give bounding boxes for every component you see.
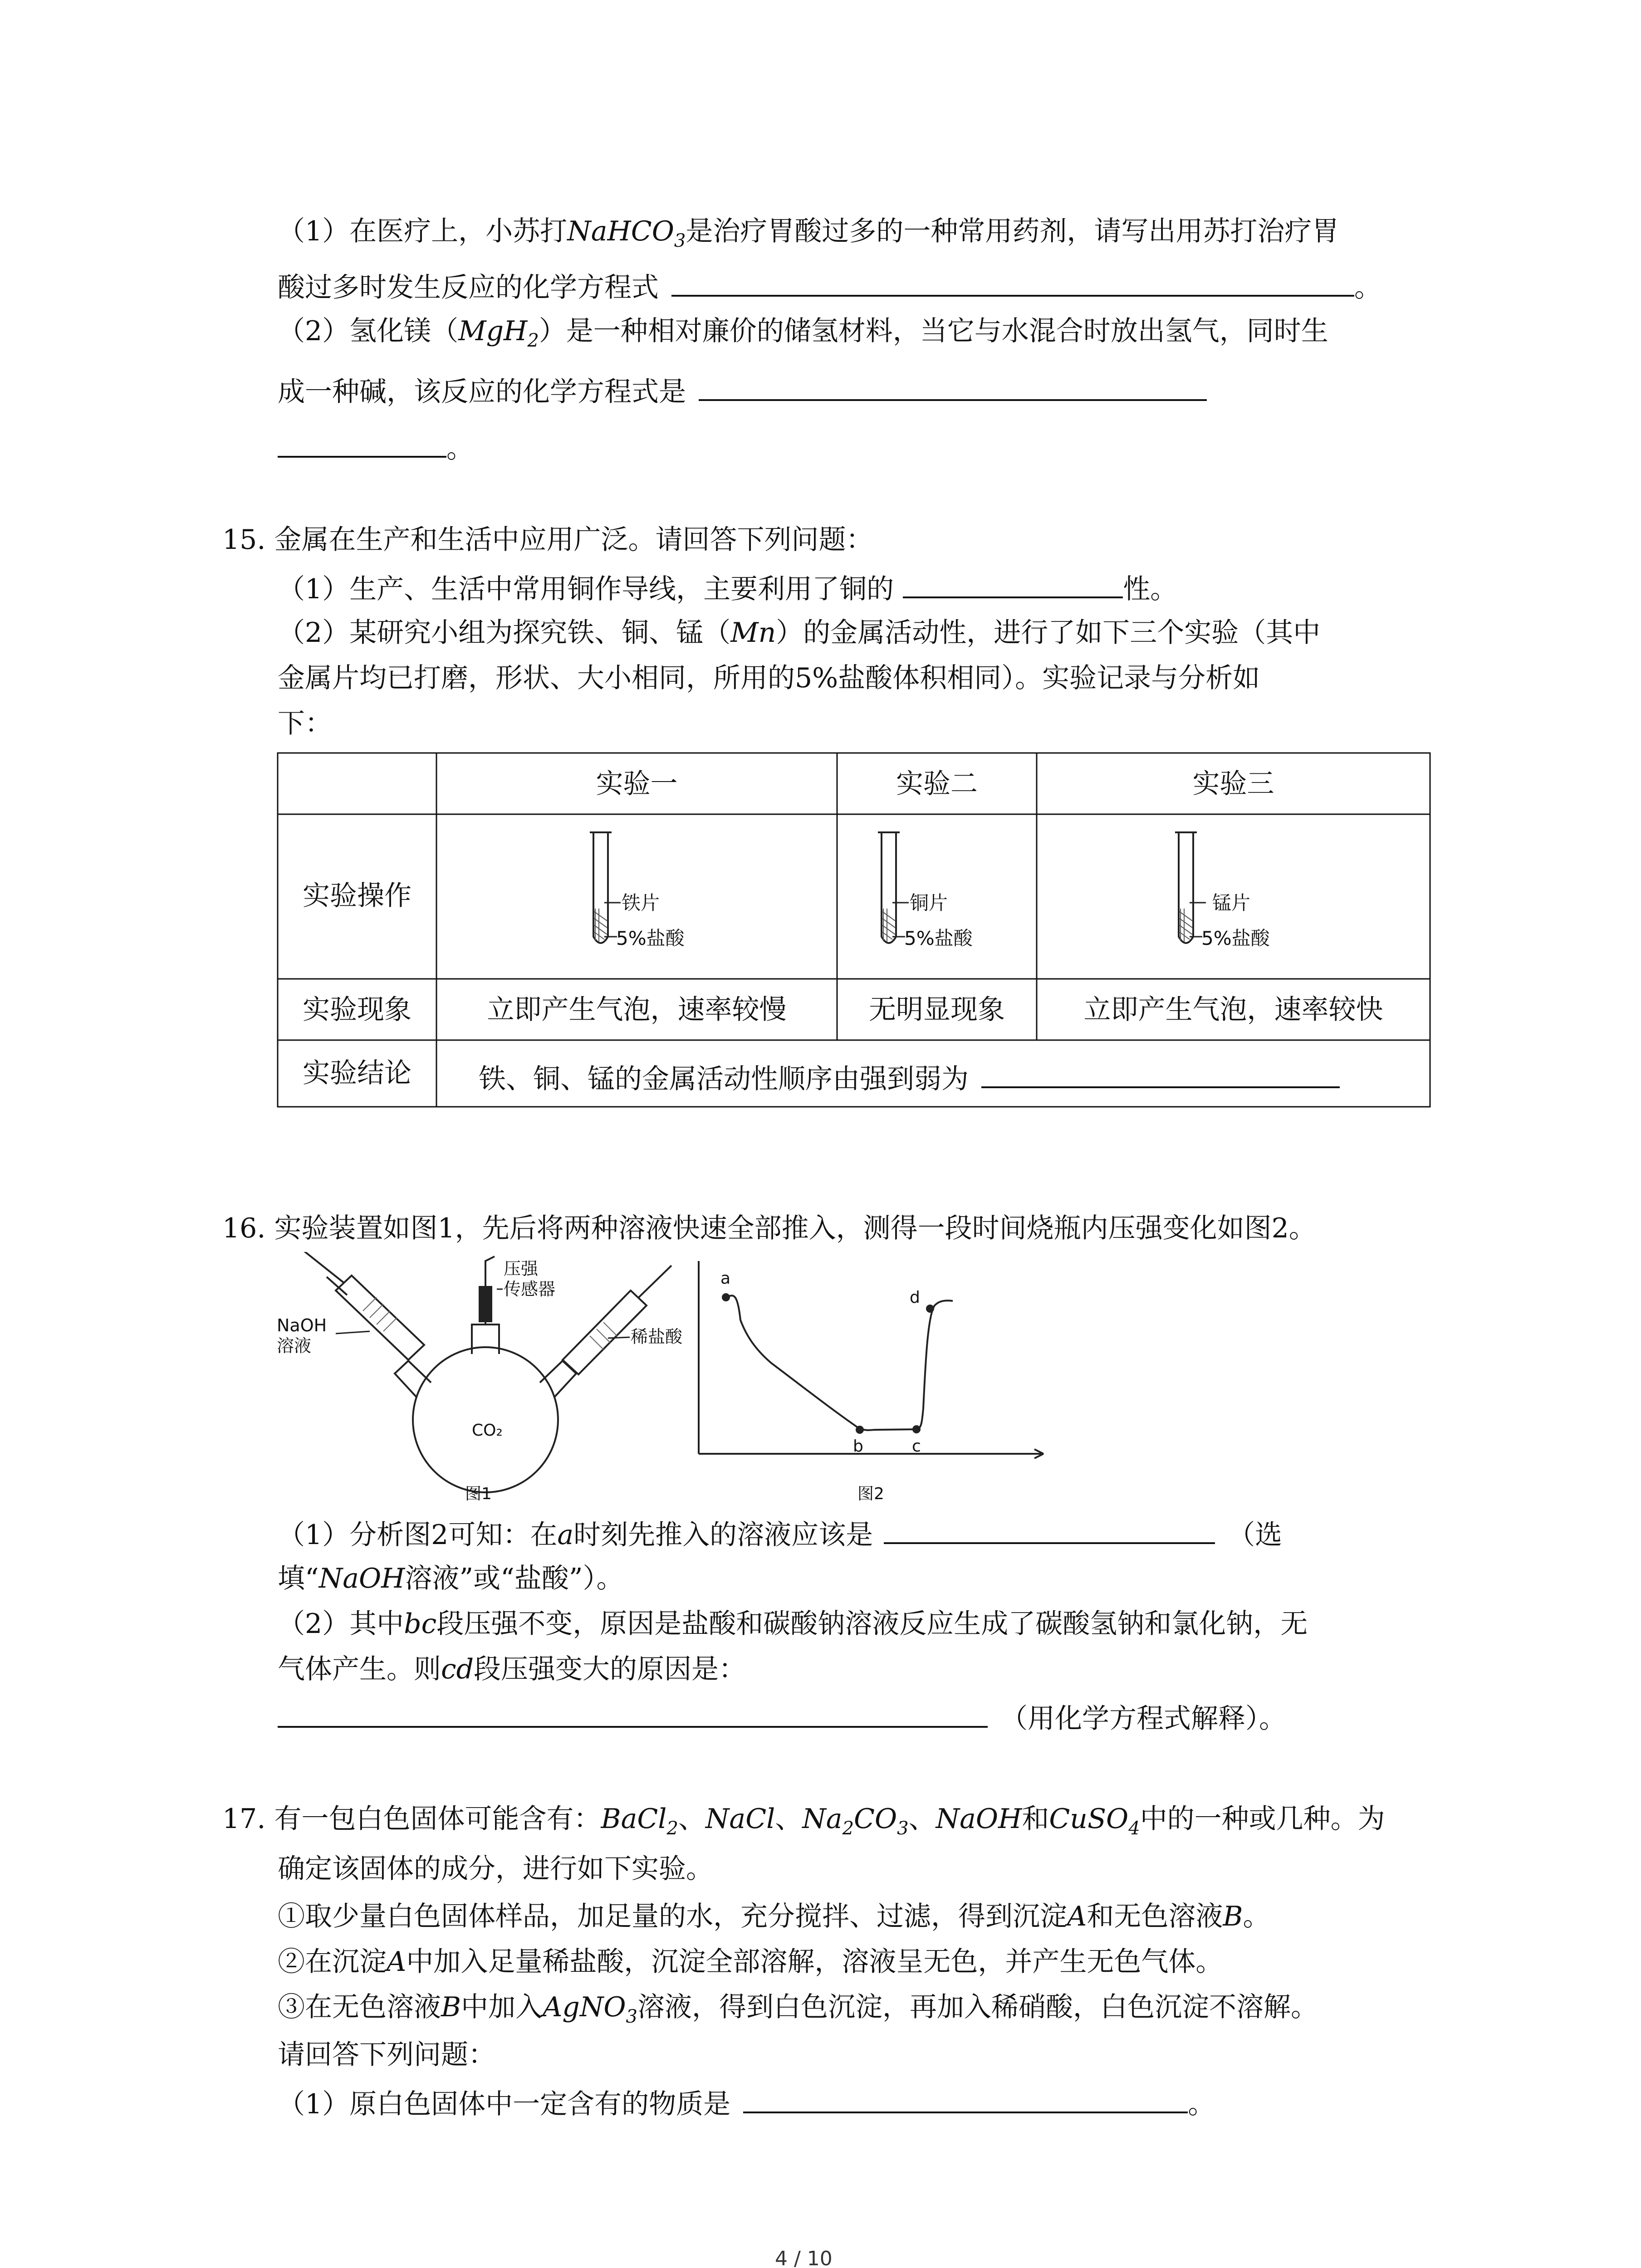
q15-part1: （1）生产、生活中常用铜作导线，主要利用了铜的 性。 xyxy=(278,569,1177,607)
label-co2: CO₂ xyxy=(472,1421,503,1440)
q14-part1-line2: 酸过多时发生反应的化学方程式 。 xyxy=(278,268,1381,306)
label-c: c xyxy=(912,1437,921,1456)
figure-1-apparatus xyxy=(272,1252,726,1515)
point-c xyxy=(912,1425,921,1433)
formula-nahco3: NaHCO$_3$ xyxy=(567,215,686,251)
label-iron: 铁片 xyxy=(622,892,660,914)
q17-stem-line1: 17. 有一包白色固体可能含有：BaCl$_2$、NaCl、$Na_2CO_3$、NaOH和CuSO$_4$中的一种或几种。为 xyxy=(222,1803,1385,1839)
label-d: d xyxy=(910,1288,920,1307)
q15-stem: 15. 金属在生产和生活中应用广泛。请回答下列问题： xyxy=(222,524,873,556)
q16-part2-line3: （用化学方程式解释）。 xyxy=(278,1699,1286,1737)
conclusion-text: 铁、铜、锰的金属活动性顺序由强到弱为 xyxy=(479,1059,1340,1097)
figure-2-pressure-graph xyxy=(681,1252,1066,1515)
page-number: 4 / 10 xyxy=(775,2247,833,2268)
table-col-header-2: 实验二 xyxy=(896,768,978,800)
point-a xyxy=(722,1293,730,1301)
label-a: a xyxy=(720,1269,731,1288)
figure-2-caption: 图2 xyxy=(857,1485,884,1503)
answer-blank-q15-conclusion[interactable] xyxy=(981,1059,1340,1088)
label-sensor: 传感器 xyxy=(504,1279,556,1299)
table-row-header-operation: 实验操作 xyxy=(303,880,411,912)
q17-part1: （1）原白色固体中一定含有的物质是 。 xyxy=(278,2084,1215,2122)
test-tube-iron xyxy=(585,828,735,968)
label-pressure: 压强 xyxy=(504,1259,539,1279)
table-col-header-3: 实验三 xyxy=(1192,768,1274,800)
q15-part2-line1: （2）某研究小组为探究铁、铜、锰（Mn）的金属活动性，进行了如下三个实验（其中 xyxy=(278,617,1321,649)
q15-part2-line2: 金属片均已打磨，形状、大小相同，所用的5%盐酸体积相同）。实验记录与分析如 xyxy=(278,662,1260,694)
q17-step3: ③在无色溶液B中加入AgNO$_3$溶液，得到白色沉淀，再加入稀硝酸，白色沉淀不溶解。 xyxy=(278,1991,1318,2027)
label-acid-3: 5%盐酸 xyxy=(1201,927,1270,949)
table-row-header-phenomenon: 实验现象 xyxy=(303,994,411,1026)
q14-part2-line1: （2）氢化镁（MgH$_2$）是一种相对廉价的储氢材料，当它与水混合时放出氢气，同时生 xyxy=(278,315,1328,351)
figure-1-caption: 图1 xyxy=(465,1485,492,1503)
label-dilute-hcl: 稀盐酸 xyxy=(631,1327,683,1347)
label-acid-1: 5%盐酸 xyxy=(616,927,685,949)
point-d xyxy=(926,1305,934,1313)
label-naoh: NaOH xyxy=(277,1315,327,1335)
label-solution: 溶液 xyxy=(277,1336,312,1356)
formula-na2co3: $Na_2CO_3$ xyxy=(802,1803,909,1839)
test-tube-manganese xyxy=(1171,828,1320,968)
q14-part2-line2: 成一种碱，该反应的化学方程式是 xyxy=(278,372,1207,410)
phenomenon-2: 无明显现象 xyxy=(869,994,1005,1026)
q16-part1-line2: 填“NaOH溶液”或“盐酸”）。 xyxy=(278,1563,624,1594)
q14-part2-line3: 。 xyxy=(278,429,474,467)
q14-part1-line1: （1）在医疗上，小苏打NaHCO$_3$是治疗胃酸过多的一种常用药剂，请写出用苏打治疗胃 xyxy=(278,215,1339,251)
test-tube-copper xyxy=(873,828,1023,968)
q17-stem-line2: 确定该固体的成分，进行如下实验。 xyxy=(278,1853,713,1885)
table-col-header-1: 实验一 xyxy=(596,768,678,800)
formula-naoh: NaOH xyxy=(936,1803,1022,1835)
answer-blank-q16-1[interactable] xyxy=(884,1515,1215,1544)
formula-cuso4: CuSO$_4$ xyxy=(1049,1803,1140,1839)
symbol-mn: Mn xyxy=(730,617,776,649)
pressure-curve xyxy=(726,1295,953,1430)
q17-step2: ②在沉淀A中加入足量稀盐酸，沉淀全部溶解，溶液呈无色，并产生无色气体。 xyxy=(278,1946,1223,1978)
pressure-sensor xyxy=(479,1286,492,1322)
q16-part1-line1: （1）分析图2可知：在a时刻先推入的溶液应该是 （选 xyxy=(278,1515,1282,1553)
answer-blank-q17-1[interactable] xyxy=(743,2084,1188,2113)
point-b xyxy=(856,1426,864,1434)
formula-bacl2: BaCl$_2$ xyxy=(601,1803,678,1839)
formula-agno3: AgNO$_3$ xyxy=(543,1991,637,2027)
q16-stem: 16. 实验装置如图1，先后将两种溶液快速全部推入，测得一段时间烧瓶内压强变化如图2。 xyxy=(222,1212,1316,1244)
label-acid-2: 5%盐酸 xyxy=(904,927,973,949)
answer-blank-q16-2[interactable] xyxy=(278,1699,988,1728)
label-manganese: 锰片 xyxy=(1212,892,1251,914)
label-copper: 铜片 xyxy=(910,892,948,914)
q17-step1: ①取少量白色固体样品，加足量的水，充分搅拌、过滤，得到沉淀A和无色溶液B。 xyxy=(278,1901,1270,1932)
phenomenon-1: 立即产生气泡，速率较慢 xyxy=(487,994,787,1026)
formula-mgh2: MgH$_2$ xyxy=(458,315,539,351)
q16-part2-line1: （2）其中bc段压强不变，原因是盐酸和碳酸钠溶液反应生成了碳酸氢钠和氯化钠，无 xyxy=(278,1608,1308,1640)
q17-ask: 请回答下列问题： xyxy=(278,2039,495,2071)
q15-part2-line3: 下： xyxy=(278,708,332,739)
table-row-header-conclusion: 实验结论 xyxy=(303,1057,411,1089)
phenomenon-3: 立即产生气泡，速率较快 xyxy=(1083,994,1383,1026)
q16-part2-line2: 气体产生。则cd段压强变大的原因是： xyxy=(278,1653,746,1685)
formula-nacl: NaCl xyxy=(705,1803,775,1835)
label-b: b xyxy=(853,1437,863,1456)
